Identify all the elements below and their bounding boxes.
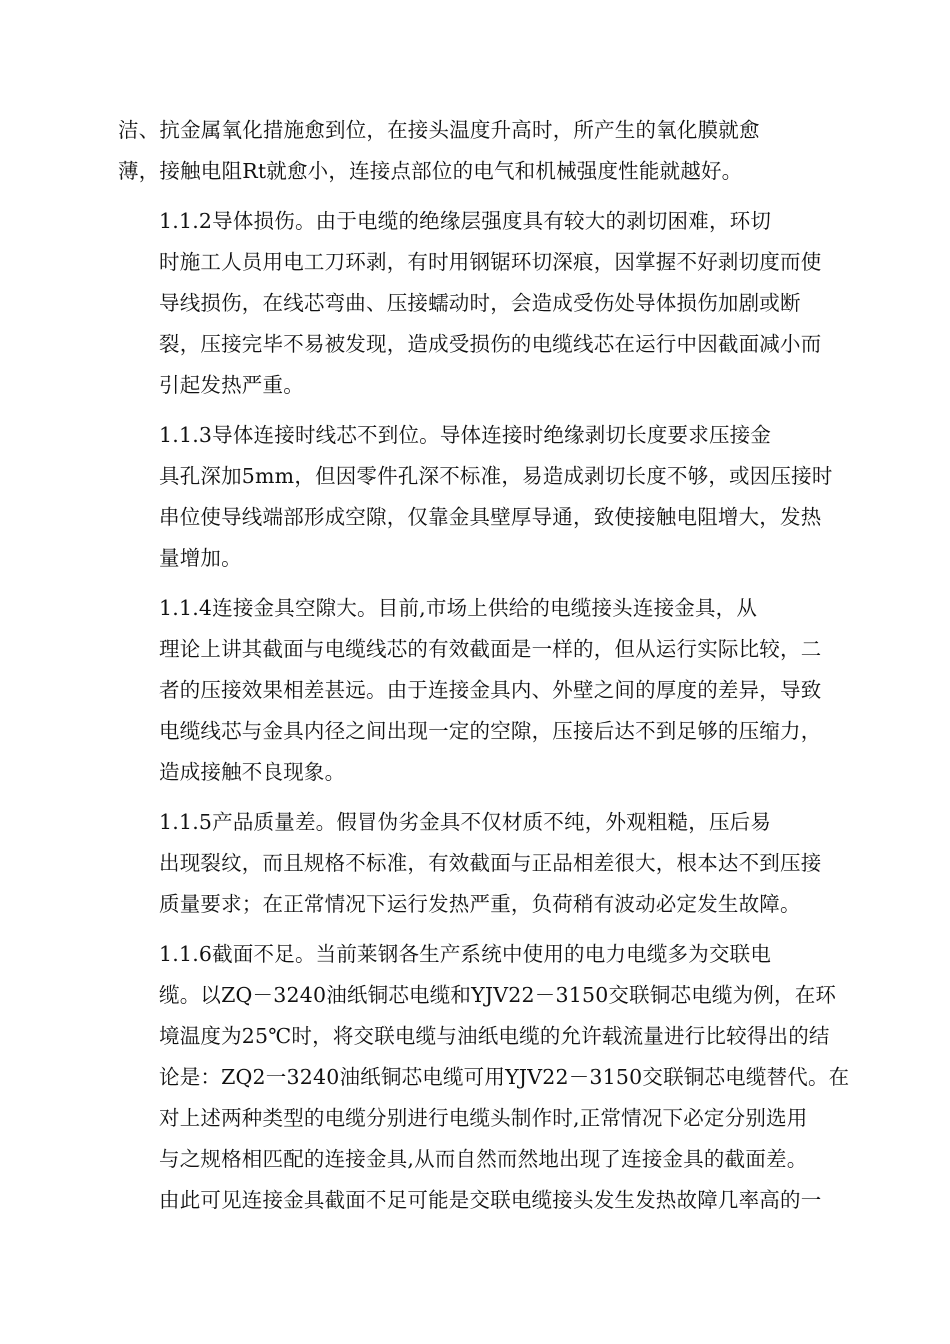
text-line: 境温度为25℃时，将交联电缆与油纸电缆的允许载流量进行比较得出的结 [159, 1024, 830, 1048]
text-line: 时施工人员用电工刀环剥，有时用钢锯环切深痕，因掌握不好剥切度而使 [159, 250, 822, 274]
paragraph [118, 934, 850, 1221]
text-line: 1.1.2导体损伤。由于电缆的绝缘层强度具有较大的剥切困难，环切 [159, 209, 772, 233]
text-line: 出现裂纹，而且规格不标准，有效截面与正品相差很大，根本达不到压接 [159, 851, 822, 875]
text-line: 理论上讲其截面与电缆线芯的有效截面是一样的，但从运行实际比较，二 [159, 637, 822, 661]
text-line: 具孔深加5mm，但因零件孔深不标准，易造成剥切长度不够，或因压接时 [159, 464, 833, 488]
paragraph [118, 110, 838, 192]
text-line: 1.1.3导体连接时线芯不到位。导体连接时绝缘剥切长度要求压接金 [159, 423, 772, 447]
text-line: 量增加。 [159, 546, 242, 570]
paragraph [118, 802, 838, 925]
text-line: 1.1.4连接金具空隙大。目前,市场上供给的电缆接头连接金具，从 [159, 596, 758, 620]
paragraph [118, 588, 838, 793]
text-line: 1.1.6截面不足。当前莱钢各生产系统中使用的电力电缆多为交联电 [159, 942, 772, 966]
text-line: 由此可见连接金具截面不足可能是交联电缆接头发生发热故障几率高的一 [159, 1188, 822, 1212]
text-line: 引起发热严重。 [159, 373, 304, 397]
text-line: 质量要求；在正常情况下运行发热严重，负荷稍有波动必定发生故障。 [159, 892, 801, 916]
document-body [118, 110, 850, 1230]
text-line: 导线损伤，在线芯弯曲、压接蠕动时，会造成受伤处导体损伤加剧或断 [159, 291, 801, 315]
text-line: 电缆线芯与金具内径之间出现一定的空隙，压接后达不到足够的压缩力， [159, 719, 822, 743]
text-line: 与之规格相匹配的连接金具,从而自然而然地出现了连接金具的截面差。 [159, 1147, 808, 1171]
text-line: 洁、抗金属氧化措施愈到位，在接头温度升高时，所产生的氧化膜就愈 [118, 118, 760, 142]
text-line: 缆。以ZQ－3240油纸铜芯电缆和YJV22－3150交联铜芯电缆为例，在环 [159, 983, 837, 1007]
paragraph [118, 201, 838, 406]
text-line: 裂，压接完毕不易被发现，造成受损伤的电缆线芯在运行中因截面减小而 [159, 332, 822, 356]
text-line: 薄，接触电阻Rt就愈小，连接点部位的电气和机械强度性能就越好。 [118, 159, 743, 183]
paragraph [118, 415, 838, 579]
text-line: 串位使导线端部形成空隙，仅靠金具壁厚导通，致使接触电阻增大，发热 [159, 505, 822, 529]
text-line: 造成接触不良现象。 [159, 760, 346, 784]
text-line: 论是：ZQ2一3240油纸铜芯电缆可用YJV22－3150交联铜芯电缆替代。在 [159, 1065, 850, 1089]
text-line: 1.1.5产品质量差。假冒伪劣金具不仅材质不纯，外观粗糙，压后易 [159, 810, 772, 834]
text-line: 者的压接效果相差甚远。由于连接金具内、外壁之间的厚度的差异，导致 [159, 678, 822, 702]
text-line: 对上述两种类型的电缆分别进行电缆头制作时,正常情况下必定分别选用 [159, 1106, 808, 1130]
